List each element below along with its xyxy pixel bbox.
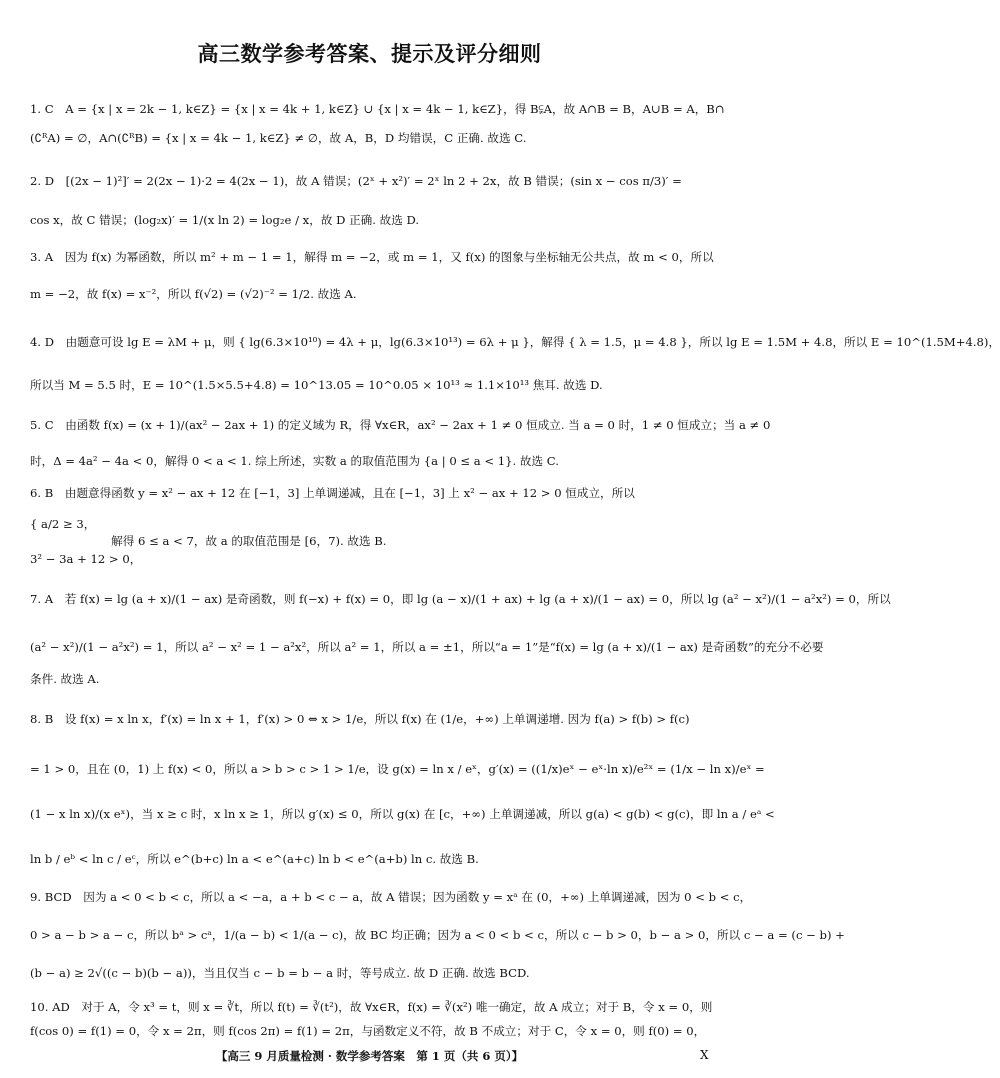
answer-line-21: ln b / eᵇ < ln c / eᶜ，所以 e^(b+c) ln a < e^(a+c) ln b < e^(a+b) ln c. 故选 B. <box>30 852 479 866</box>
answer-line-23: 0 > a − b > a − c，所以 bᵃ > cᵃ，1/(a − b) < 1/(a − c)，故 BC 均正确；因为 a < 0 < b < c，所以 c − b > 0，b − a > 0，所以 c − a = (c − b) + <box>30 928 845 942</box>
answer-line-15: 7. A 若 f(x) = lg (a + x)/(1 − ax) 是奇函数，则 f(−x) + f(x) = 0，即 lg (a − x)/(1 + ax) + lg (a + x)/(1 − ax) = 0，所以 lg (a² − x²)/(1 − a²x²) = 0，所以 <box>30 592 891 606</box>
answer-line-6: m = −2，故 f(x) = x⁻²，所以 f(√2) = (√2)⁻² = 1/2. 故选 A. <box>30 287 357 301</box>
answer-line-5: 3. A 因为 f(x) 为幂函数，所以 m² + m − 1 = 1，解得 m = −2，或 m = 1，又 f(x) 的图象与坐标轴无公共点，故 m < 0，所以 <box>30 250 714 264</box>
answer-line-19: = 1 > 0，且在 (0，1) 上 f(x) < 0，所以 a > b > c > 1 > 1/e，设 g(x) = ln x / eˣ，g′(x) = ((1/x)eˣ − eˣ·ln x)/e²ˣ = (1/x − ln x)/eˣ = <box>30 762 765 776</box>
answer-line-20: (1 − x ln x)/(x eˣ)，当 x ≥ c 时，x ln x ≥ 1，所以 g′(x) ≤ 0，所以 g(x) 在 [c，+∞) 上单调递减，所以 g(a) < g(b) < g(c)，即 ln a / eᵃ < <box>30 807 775 821</box>
answer-line-24: (b − a) ≥ 2√((c − b)(b − a))，当且仅当 c − b = b − a 时，等号成立. 故 D 正确. 故选 BCD. <box>30 966 530 980</box>
answer-line-18: 8. B 设 f(x) = x ln x，f′(x) = ln x + 1，f′(x) > 0 ⇔ x > 1/e，所以 f(x) 在 (1/e，+∞) 上单调递增. 因为 f(a) > f(b) > f(c) <box>30 712 690 726</box>
answer-line-2: (∁ᴿA) = ∅，A∩(∁ᴿB) = {x | x = 4k − 1, k∈Z} ≠ ∅，故 A，B，D 均错误，C 正确. 故选 C. <box>30 131 527 145</box>
answer-line-26: f(cos 0) = f(1) = 0，令 x = 2π，则 f(cos 2π) = f(1) = 2π，与函数定义不符，故 B 不成立；对于 C，令 x = 0，则 f(0) = 0， <box>30 1024 706 1038</box>
answer-line-8: 所以当 M = 5.5 时，E = 10^(1.5×5.5+4.8) = 10^13.05 = 10^0.05 × 10¹³ ≈ 1.1×10¹³ 焦耳. 故选 D. <box>30 378 603 392</box>
answer-line-1: 1. C A = {x | x = 2k − 1, k∈Z} = {x | x = 4k + 1, k∈Z} ∪ {x | x = 4k − 1, k∈Z}，得 B⫋A，故 A∩B = B，A∪B = A，B∩ <box>30 102 725 116</box>
answer-line-11: 6. B 由题意得函数 y = x² − ax + 12 在 [−1，3] 上单调递减，且在 [−1，3] 上 x² − ax + 12 > 0 恒成立，所以 <box>30 486 635 500</box>
page-title: 高三数学参考答案、提示及评分细则 <box>197 42 542 66</box>
answer-line-3: 2. D [(2x − 1)²]′ = 2(2x − 1)·2 = 4(2x − 1)，故 A 错误；(2ˣ + x²)′ = 2ˣ ln 2 + 2x，故 B 错误；(sin x − cos π/3)′ = <box>30 174 682 188</box>
answer-line-17: 条件. 故选 A. <box>30 672 100 686</box>
answer-line-4: cos x，故 C 错误；(log₂x)′ = 1/(x ln 2) = log₂e / x，故 D 正确. 故选 D. <box>30 213 420 227</box>
answer-line-14: 3² − 3a + 12 > 0， <box>30 552 142 566</box>
answer-line-16: (a² − x²)/(1 − a²x²) = 1，所以 a² − x² = 1 − a²x²，所以 a² = 1，所以 a = ±1，所以“a = 1”是“f(x) = lg (a + x)/(1 − ax) 是奇函数”的充分不必要 <box>30 640 824 654</box>
answer-line-25: 10. AD 对于 A，令 x³ = t，则 x = ∛t，所以 f(t) = ∛(t²)，故 ∀x∈R，f(x) = ∛(x²) 唯一确定，故 A 成立；对于 B，令 x = 0，则 <box>30 1000 713 1014</box>
answer-line-7: 4. D 由题意可设 lg E = λM + μ，则 { lg(6.3×10¹⁰) = 4λ + μ，lg(6.3×10¹³) = 6λ + μ }，解得 { λ = 1.5，μ = 4.8 }，所以 lg E = 1.5M + 4.8，所以 E = 10^(1.5M+4.8)， <box>30 335 1000 349</box>
footer-mark: X <box>700 1048 709 1062</box>
answer-line-22: 9. BCD 因为 a < 0 < b < c，所以 a < −a，a + b < c − a，故 A 错误；因为函数 y = xᵃ 在 (0，+∞) 上单调递减，因为 0 < b < c， <box>30 890 752 904</box>
answer-line-12: { a/2 ≥ 3， <box>30 517 96 531</box>
answer-line-10: 时，Δ = 4a² − 4a < 0，解得 0 < a < 1. 综上所述，实数 a 的取值范围为 {a | 0 ≤ a < 1}. 故选 C. <box>30 454 559 468</box>
answer-line-13: 解得 6 ≤ a < 7，故 a 的取值范围是 [6，7). 故选 B. <box>30 534 387 548</box>
page-footer: 【高三 9 月质量检测 · 数学参考答案 第 1 页（共 6 页）】 <box>215 1049 524 1063</box>
answer-line-9: 5. C 由函数 f(x) = (x + 1)/(ax² − 2ax + 1) 的定义域为 R，得 ∀x∈R，ax² − 2ax + 1 ≠ 0 恒成立. 当 a = 0 时，1 ≠ 0 恒成立；当 a ≠ 0 <box>30 418 771 432</box>
